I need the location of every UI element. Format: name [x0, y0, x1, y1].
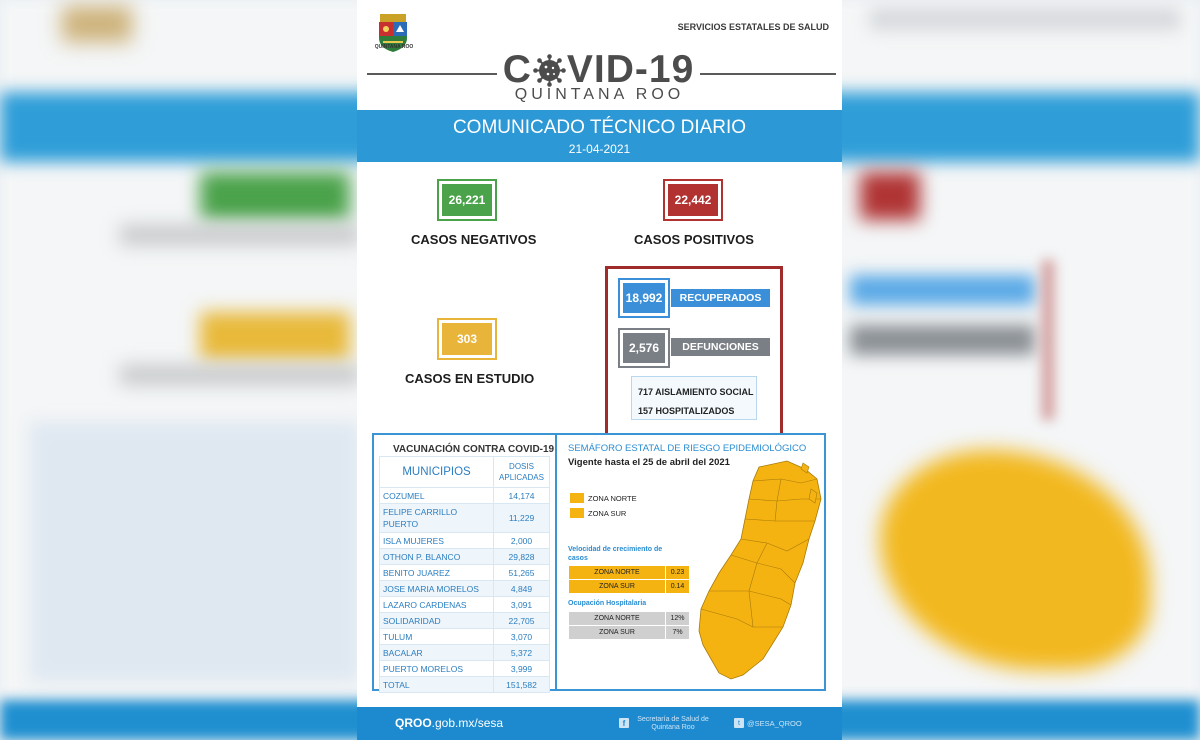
title-rule-right	[700, 73, 836, 75]
dosis-cell: 22,705	[494, 613, 550, 629]
table-row	[569, 612, 690, 626]
zona-cell: ZONA SUR	[569, 580, 666, 594]
zona-cell: ZONA NORTE	[569, 612, 666, 626]
website-link[interactable]	[395, 716, 503, 730]
semaforo-validity: Vigente hasta el 25 de abril del 2021	[568, 457, 730, 468]
total-label-cell: TOTAL	[380, 677, 494, 693]
zona-cell: ZONA SUR	[569, 626, 666, 640]
zona-norte-swatch	[570, 493, 584, 503]
dosis-header-line2: APLICADAS	[499, 473, 544, 482]
subtitle: QUINTANA ROO	[514, 86, 685, 103]
facebook-icon: f	[619, 718, 629, 728]
negative-cases-label: CASOS NEGATIVOS	[411, 232, 537, 247]
occupancy-cell: 7%	[666, 626, 690, 640]
table-row	[380, 613, 550, 629]
table-row	[380, 533, 550, 549]
website-path: .gob.mx/sesa	[431, 716, 504, 730]
recovered-label: RECUPERADOS	[671, 289, 770, 307]
table-row	[380, 629, 550, 645]
table-row	[380, 645, 550, 661]
negative-cases-value: 26,221	[448, 193, 486, 207]
study-cases-box	[439, 320, 495, 358]
bulletin-date: 21-04-2021	[568, 142, 631, 156]
isolation-count: 717 AISLAMIENTO SOCIAL	[638, 387, 754, 397]
municipio-cell: BENITO JUAREZ	[380, 565, 494, 581]
municipio-cell: FELIPE CARRILLO PUERTO	[380, 504, 494, 533]
facebook-handle: Secretaría de Salud de Quintana Roo	[637, 716, 709, 731]
dosis-header-line1: DOSIS	[509, 462, 534, 471]
vaccination-table	[379, 456, 550, 693]
study-cases-label: CASOS EN ESTUDIO	[405, 371, 535, 386]
table-row	[380, 597, 550, 613]
dosis-cell: 4,849	[494, 581, 550, 597]
table-row	[569, 566, 690, 580]
deaths-label: DEFUNCIONES	[671, 338, 770, 356]
dosis-cell: 29,828	[494, 549, 550, 565]
rate-cell: 0.23	[666, 566, 690, 580]
dosis-cell: 3,999	[494, 661, 550, 677]
municipios-header: MUNICIPIOS	[380, 457, 494, 488]
table-row	[380, 581, 550, 597]
active-cases-box	[631, 376, 757, 420]
semaforo-title: SEMÁFORO ESTATAL DE RIESGO EPIDEMIOLÓGICO	[568, 443, 807, 454]
virus-icon	[533, 54, 566, 87]
rate-cell: 0.14	[666, 580, 690, 594]
dosis-cell: 11,229	[494, 504, 550, 533]
dosis-cell: 51,265	[494, 565, 550, 581]
bulletin-title: COMUNICADO TÉCNICO DIARIO	[452, 117, 747, 138]
municipio-cell: OTHON P. BLANCO	[380, 549, 494, 565]
municipio-cell: JOSE MARIA MORELOS	[380, 581, 494, 597]
municipio-cell: TULUM	[380, 629, 494, 645]
table-row	[380, 504, 550, 533]
zona-sur-legend: ZONA SUR	[588, 509, 627, 518]
municipio-cell: COZUMEL	[380, 488, 494, 504]
panel-divider	[555, 435, 557, 689]
zona-cell: ZONA NORTE	[569, 566, 666, 580]
title-rule-left	[367, 73, 497, 75]
table-row	[380, 565, 550, 581]
table-row	[569, 580, 690, 594]
negative-cases-box	[439, 181, 495, 219]
dosis-header	[494, 457, 550, 488]
growth-rate-title: Velocidad de crecimiento de casos	[568, 546, 663, 562]
deaths-value: 2,576	[620, 330, 668, 366]
occupancy-cell: 12%	[666, 612, 690, 626]
vaccination-title: VACUNACIÓN CONTRA COVID-19	[393, 444, 555, 455]
municipio-cell: ISLA MUJERES	[380, 533, 494, 549]
agency-name: SERVICIOS ESTATALES DE SALUD	[677, 22, 829, 32]
hospitalized-count: 157 HOSPITALIZADOS	[638, 406, 735, 416]
hospital-occupancy-table	[568, 611, 690, 640]
quintana-roo-map	[697, 459, 823, 681]
bulletin-banner	[357, 110, 842, 162]
hospital-occupancy-title: Ocupación Hospitalaria	[568, 600, 647, 607]
municipio-cell: LAZARO CARDENAS	[380, 597, 494, 613]
table-row	[380, 549, 550, 565]
twitter-icon: t	[734, 718, 744, 728]
vaccination-semaforo-panel	[372, 433, 826, 691]
covid-poster	[357, 0, 842, 740]
table-row	[380, 661, 550, 677]
recovered-value: 18,992	[620, 280, 668, 316]
logo-name: QUINTANA ROO	[374, 44, 414, 50]
dosis-cell: 3,070	[494, 629, 550, 645]
website-domain-bold: QROO	[395, 716, 432, 730]
table-total-row	[380, 677, 550, 693]
municipio-cell: PUERTO MORELOS	[380, 661, 494, 677]
municipio-cell: SOLIDARIDAD	[380, 613, 494, 629]
dosis-cell: 5,372	[494, 645, 550, 661]
positive-cases-value: 22,442	[674, 193, 712, 207]
zona-norte-legend: ZONA NORTE	[588, 494, 637, 503]
study-cases-value: 303	[456, 332, 478, 346]
covid-title-c: C	[502, 48, 532, 91]
positive-cases-label: CASOS POSITIVOS	[634, 232, 754, 247]
table-row	[569, 626, 690, 640]
dosis-cell: 14,174	[494, 488, 550, 504]
covid-title-rest: VID-19	[566, 48, 695, 91]
positive-cases-box	[665, 181, 721, 219]
twitter-handle: @SESA_QROO	[747, 719, 802, 728]
footer-bar	[357, 707, 842, 740]
total-value-cell: 151,582	[494, 677, 550, 693]
table-row	[380, 488, 550, 504]
zona-sur-swatch	[570, 508, 584, 518]
dosis-cell: 2,000	[494, 533, 550, 549]
municipio-cell: BACALAR	[380, 645, 494, 661]
dosis-cell: 3,091	[494, 597, 550, 613]
growth-rate-table	[568, 565, 690, 594]
